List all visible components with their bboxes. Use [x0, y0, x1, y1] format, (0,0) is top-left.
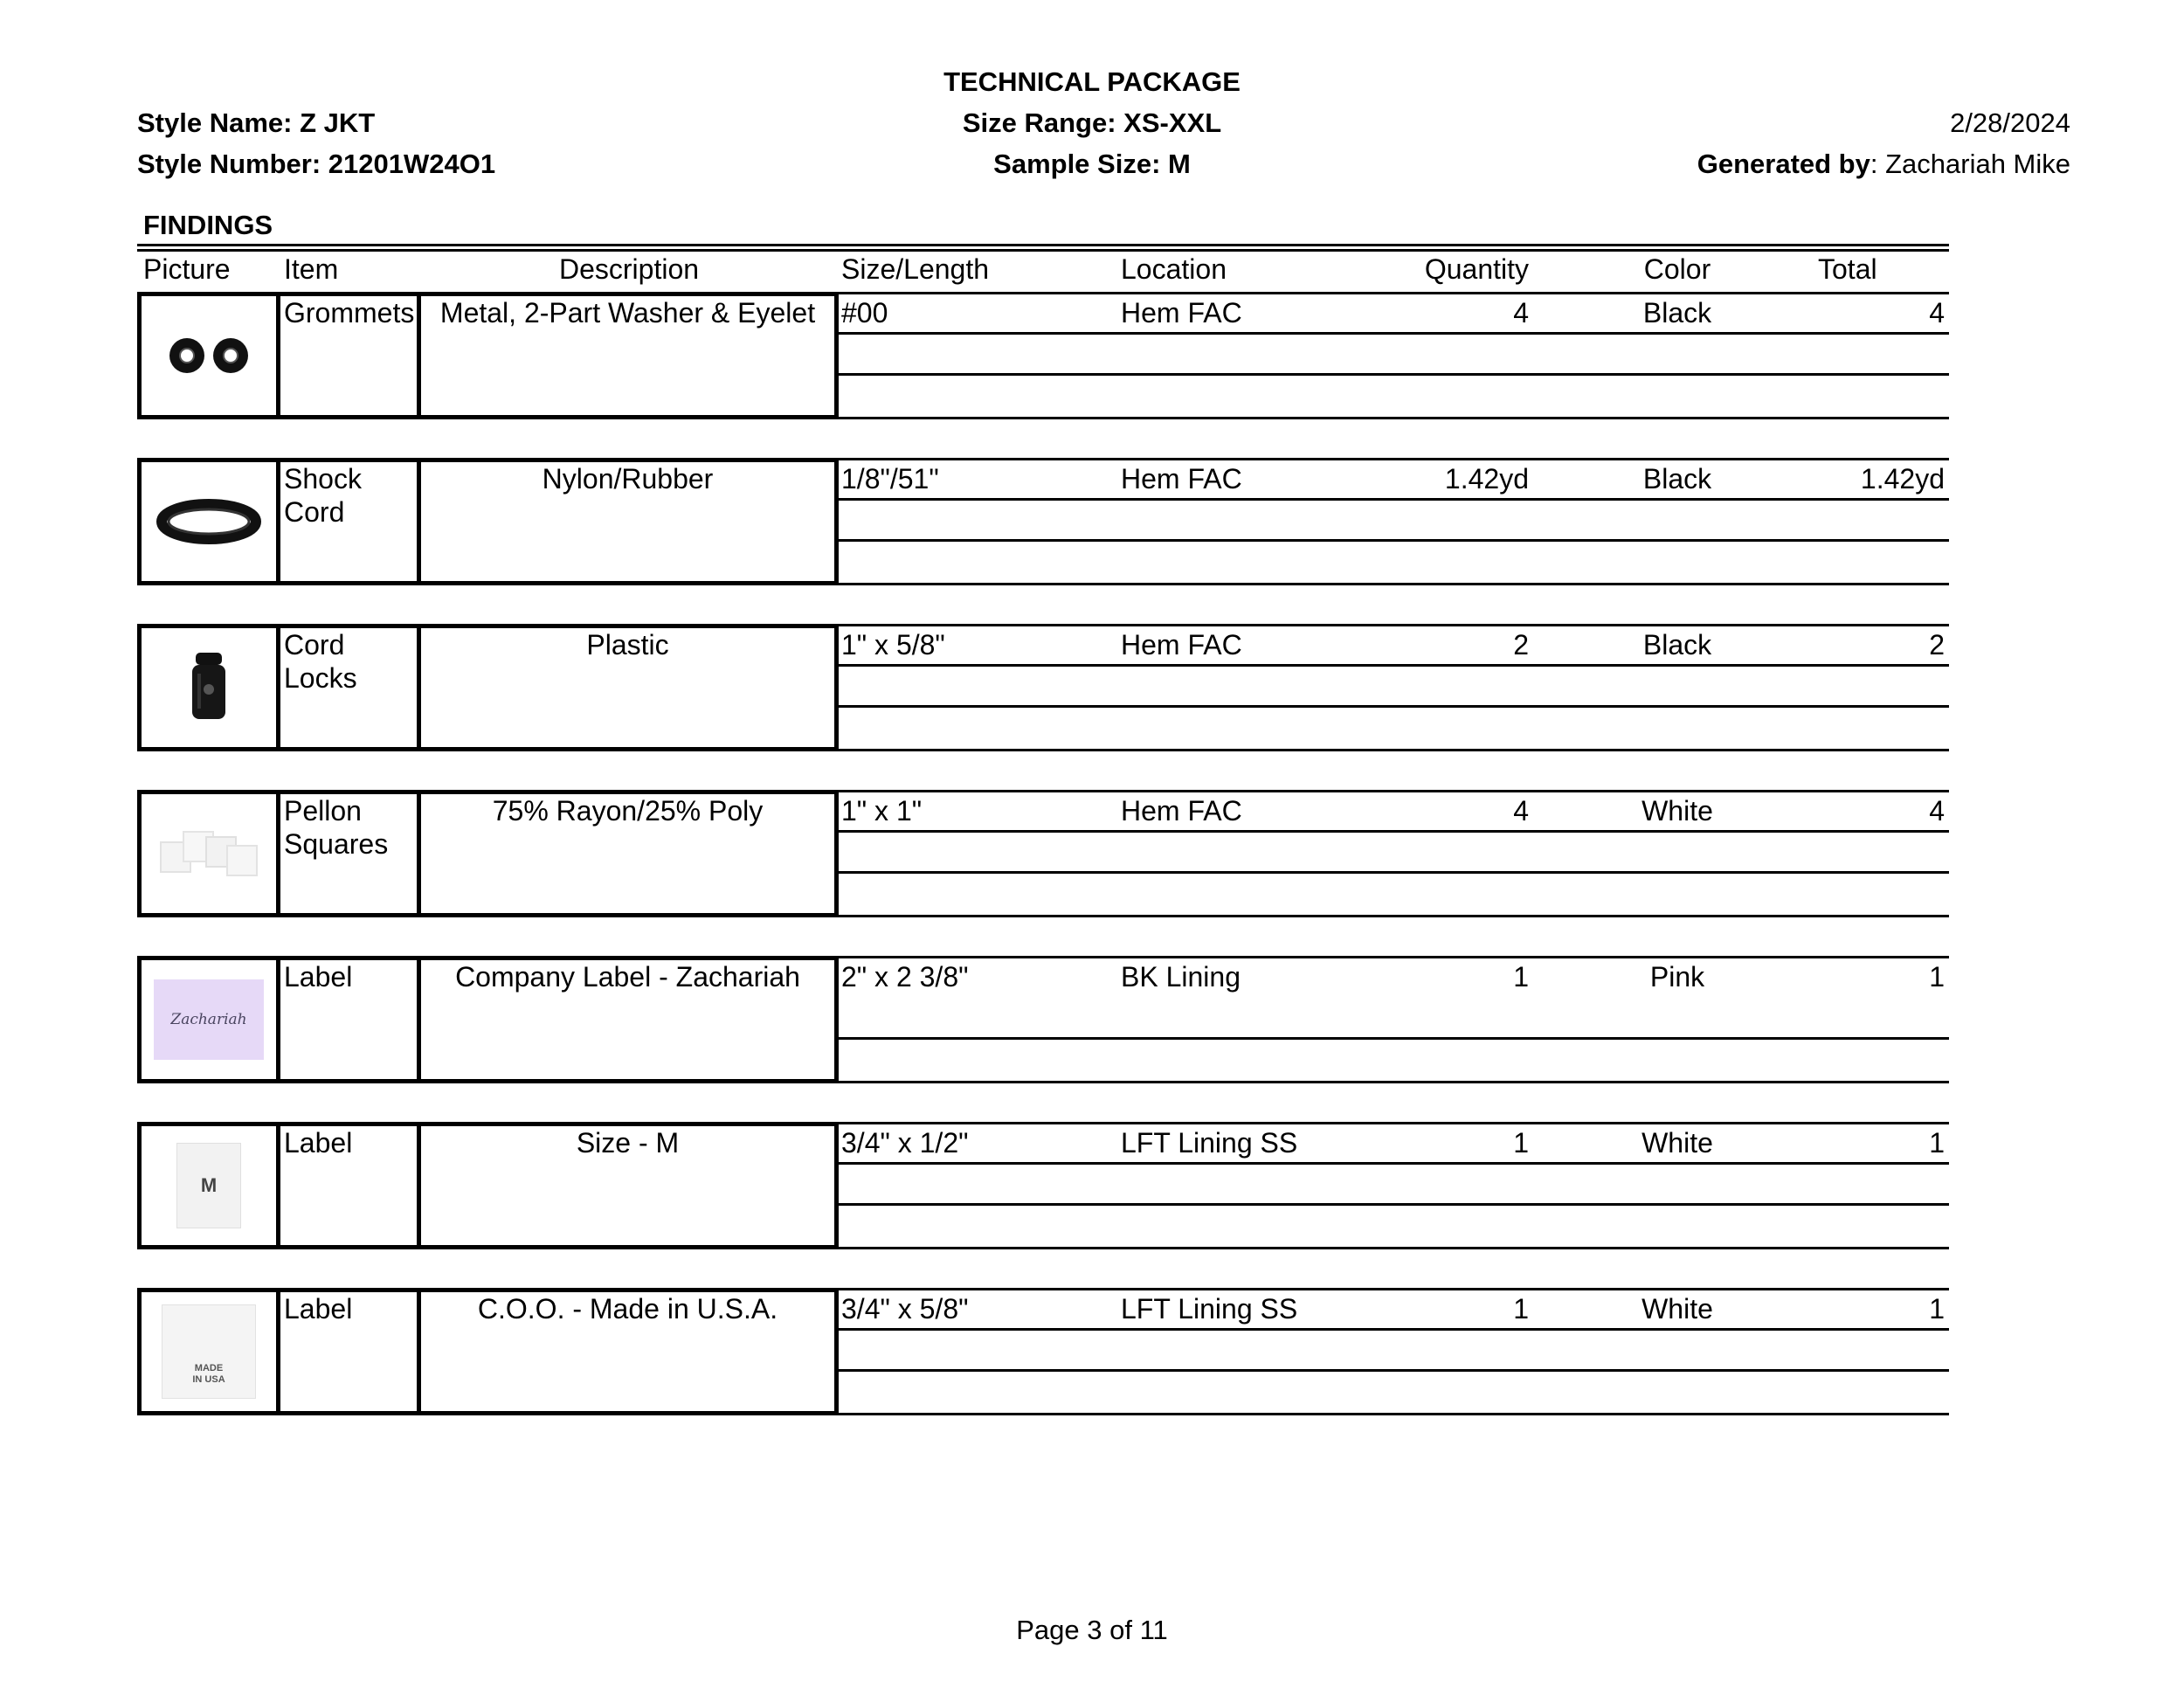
item-total: 1 [1929, 1127, 1945, 1159]
generated-by [1485, 149, 2070, 180]
item-color: White [1641, 1293, 1713, 1325]
item-size: 3/4" x 5/8" [841, 1293, 969, 1325]
row-rule [839, 705, 1949, 708]
item-size: 1/8"/51" [841, 463, 939, 495]
generated-by-label: Generated by [1697, 149, 1870, 179]
item-name: Shock Cord [284, 463, 362, 528]
size-label-icon [142, 1126, 276, 1245]
item-size: #00 [841, 297, 888, 329]
col-header-color: Color [1643, 253, 1711, 285]
item-quantity: 4 [1513, 795, 1529, 827]
row-rule [839, 1081, 1949, 1083]
coo-label-swatch [162, 1304, 256, 1399]
shock-cord-icon [142, 462, 276, 581]
row-rule [839, 790, 1949, 792]
row-rule [839, 498, 1949, 501]
item-size: 3/4" x 1/2" [841, 1127, 969, 1159]
row-rule [839, 417, 1949, 419]
col-header-description: Description [558, 253, 700, 285]
row-rule [839, 1413, 1949, 1415]
item-quantity: 1.42yd [1444, 463, 1529, 495]
doc-title: TECHNICAL PACKAGE [943, 66, 1241, 97]
row-rule [839, 1203, 1949, 1206]
company-label-swatch: Zachariah [154, 979, 264, 1060]
row-rule [839, 624, 1949, 626]
section-rule-bottom [137, 249, 1949, 252]
item-location: LFT Lining SS [1121, 1127, 1298, 1159]
item-color: Black [1642, 463, 1712, 495]
coo-label-text-2: IN USA [192, 1374, 225, 1385]
row-rule [839, 1247, 1949, 1249]
generated-by-value: : Zachariah Mike [1870, 149, 2070, 179]
row-rule [839, 1162, 1949, 1165]
grommets-icon [142, 296, 276, 415]
item-location: Hem FAC [1121, 463, 1242, 495]
style-number: Style Number: 21201W24O1 [137, 149, 496, 179]
row-rule [839, 871, 1949, 874]
col-header-total: Total [1818, 253, 1877, 285]
item-description: Metal, 2-Part Washer & Eyelet [439, 297, 816, 329]
section-rule-top [137, 244, 1949, 246]
row-rule [839, 830, 1949, 833]
item-color: Pink [1649, 961, 1705, 993]
row-rule [839, 458, 1949, 460]
item-total: 4 [1929, 297, 1945, 329]
row-rule [839, 664, 1949, 667]
row-rule [839, 749, 1949, 751]
doc-date: 2/28/2024 [1950, 107, 2070, 138]
cord-lock-icon [142, 628, 276, 747]
item-total: 2 [1929, 629, 1945, 661]
item-color: White [1641, 795, 1713, 827]
item-location: LFT Lining SS [1121, 1293, 1298, 1325]
item-name: Cord Locks [284, 629, 357, 694]
row-rule [839, 1328, 1949, 1331]
item-quantity: 2 [1513, 629, 1529, 661]
row-rule [839, 1037, 1949, 1040]
col-header-picture: Picture [143, 253, 231, 285]
row-rule [839, 1288, 1949, 1290]
item-size: 1" x 5/8" [841, 629, 945, 661]
item-size: 1" x 1" [841, 795, 923, 827]
item-color: White [1641, 1127, 1713, 1159]
item-quantity: 1 [1513, 1293, 1529, 1325]
item-total: 1 [1929, 1293, 1945, 1325]
row-rule [839, 539, 1949, 542]
item-name: Label [284, 1127, 353, 1159]
item-description: 75% Rayon/25% Poly [492, 795, 764, 827]
item-name: Label [284, 1293, 353, 1325]
item-location: BK Lining [1121, 961, 1241, 993]
item-description: C.O.O. - Made in U.S.A. [477, 1293, 778, 1325]
item-description: Nylon/Rubber [542, 463, 714, 495]
row-rule [839, 1369, 1949, 1372]
item-quantity: 1 [1513, 961, 1529, 993]
item-name: Pellon Squares [284, 795, 389, 860]
col-header-location: Location [1121, 253, 1227, 285]
page-number: Page 3 of 11 [1016, 1615, 1168, 1645]
item-total: 1 [1929, 961, 1945, 993]
row-rule [839, 956, 1949, 958]
size-range: Size Range: XS-XXL [962, 107, 1222, 138]
item-color: Black [1642, 297, 1712, 329]
item-description: Size - M [576, 1127, 680, 1159]
section-title: FINDINGS [143, 210, 273, 240]
item-name: Grommets [284, 297, 415, 329]
col-header-size: Size/Length [841, 253, 990, 285]
col-header-quantity: Quantity [1424, 253, 1529, 285]
coo-label-icon [142, 1292, 276, 1411]
style-name: Style Name: Z JKT [137, 107, 376, 138]
item-total: 1.42yd [1860, 463, 1945, 495]
row-rule [839, 292, 1949, 294]
item-description: Company Label - Zachariah [455, 961, 800, 993]
item-quantity: 4 [1513, 297, 1529, 329]
company-label-icon [142, 960, 276, 1079]
item-description: Plastic [586, 629, 669, 661]
row-rule [839, 373, 1949, 376]
item-location: Hem FAC [1121, 629, 1242, 661]
row-rule [839, 583, 1949, 585]
row-rule [839, 1122, 1949, 1124]
size-label-swatch: M [176, 1143, 241, 1228]
item-total: 4 [1929, 795, 1945, 827]
sample-size: Sample Size: M [993, 149, 1191, 179]
item-size: 2" x 2 3/8" [841, 961, 969, 993]
item-quantity: 1 [1513, 1127, 1529, 1159]
item-location: Hem FAC [1121, 795, 1242, 827]
item-location: Hem FAC [1121, 297, 1242, 329]
item-name: Label [284, 961, 353, 993]
item-color: Black [1642, 629, 1712, 661]
row-rule [839, 332, 1949, 335]
pellon-squares-icon [142, 794, 276, 913]
row-rule [839, 915, 1949, 917]
col-header-item: Item [284, 253, 339, 285]
coo-label-text-1: MADE [194, 1363, 224, 1373]
